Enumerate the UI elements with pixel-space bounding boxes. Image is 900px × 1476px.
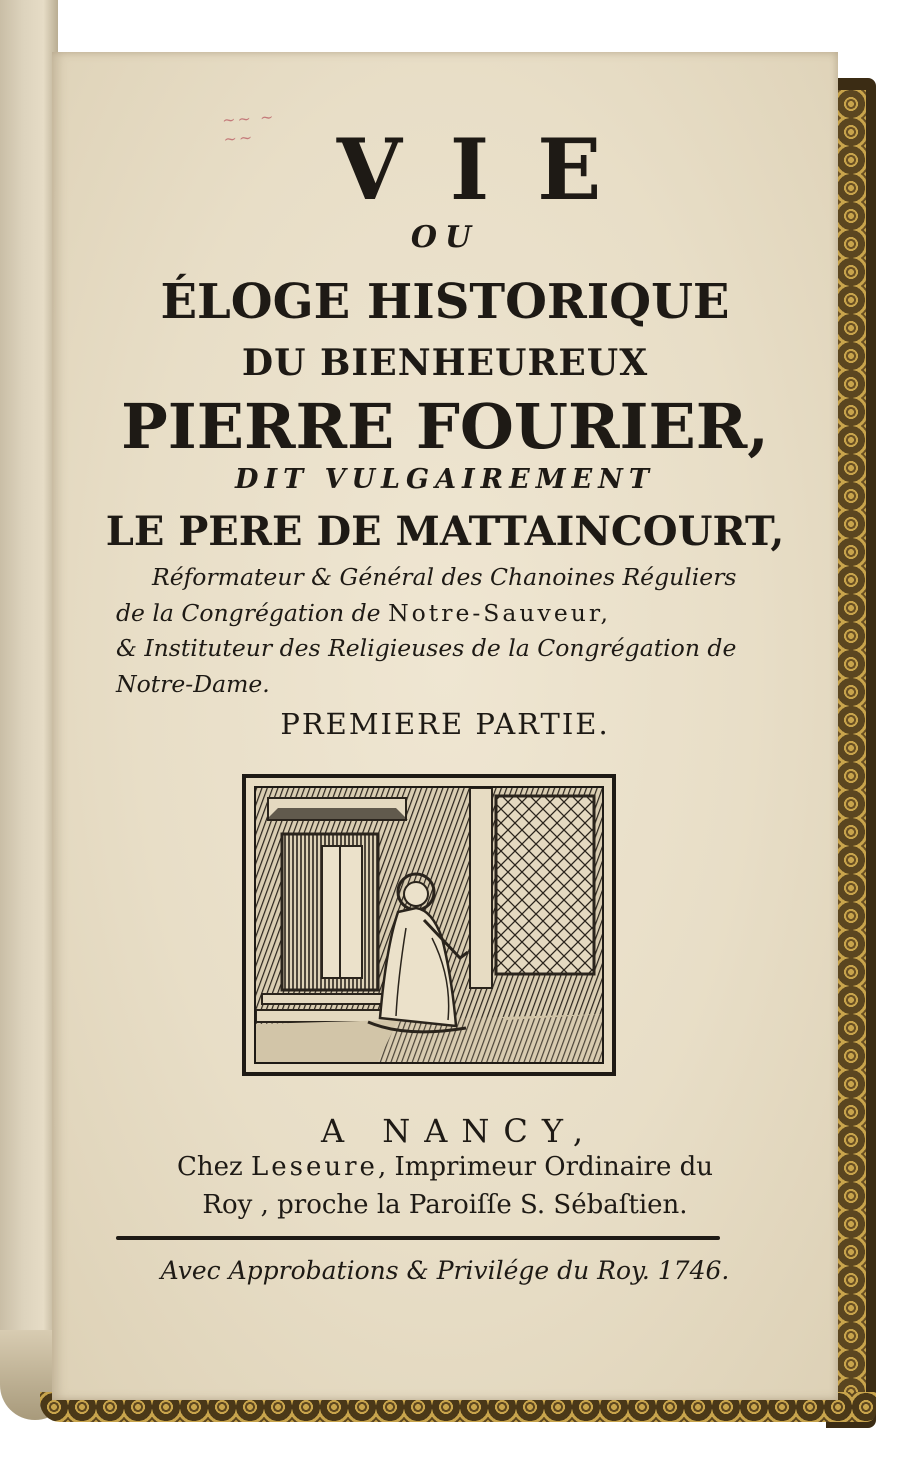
woodcut-frame <box>254 786 604 1064</box>
description-line-1: Réformateur & Général des Chanoines Réguliers <box>152 563 737 591</box>
description-line-4: Notre-Dame. <box>116 669 270 698</box>
notre-sauveur: Notre-Sauveur, <box>388 598 611 627</box>
title-page <box>52 52 838 1400</box>
subtitle-bienheureux: DU BIENHEUREUX <box>241 342 649 384</box>
description-line-2 <box>116 596 792 632</box>
woodcut-kneeling-saint <box>256 788 604 1064</box>
woodcut-illustration <box>242 774 616 1076</box>
description-line-3: & Instituteur des Religieuses de la Congrégation de <box>116 634 737 662</box>
imprint-title: , Imprimeur Ordinaire du <box>377 1152 713 1182</box>
title: VIE <box>336 120 650 219</box>
imprint-city: A NANCY, <box>320 1112 598 1150</box>
gilt-edge-right <box>836 90 866 1415</box>
printer-name: Leseure <box>250 1152 378 1182</box>
imprint-printer <box>52 1152 838 1182</box>
imprint-chez: Chez <box>176 1152 251 1182</box>
privilege-line: Avec Approbations & Privilége du Roy. 1746. <box>160 1256 730 1285</box>
description-line-2-text: de la Congrégation de <box>116 598 389 627</box>
ou-line: OU <box>410 220 480 255</box>
pencil-mark: ~~ ~ ~~ <box>221 107 276 149</box>
divider-rule <box>116 1236 720 1240</box>
subtitle-eloge: ÉLOGE HISTORIQUE <box>160 274 730 330</box>
part-label: PREMIERE PARTIE. <box>280 707 610 741</box>
dit-vulgairement: DIT VULGAIREMENT <box>235 464 655 495</box>
book-left-page-edge <box>0 0 58 1395</box>
subject-alias: LE PERE DE MATTAINCOURT, <box>105 508 785 555</box>
subject-name: PIERRE FOURIER, <box>121 390 769 463</box>
imprint-address: Roy , proche la Paroiſſe S. Sébaſtien. <box>202 1190 688 1220</box>
